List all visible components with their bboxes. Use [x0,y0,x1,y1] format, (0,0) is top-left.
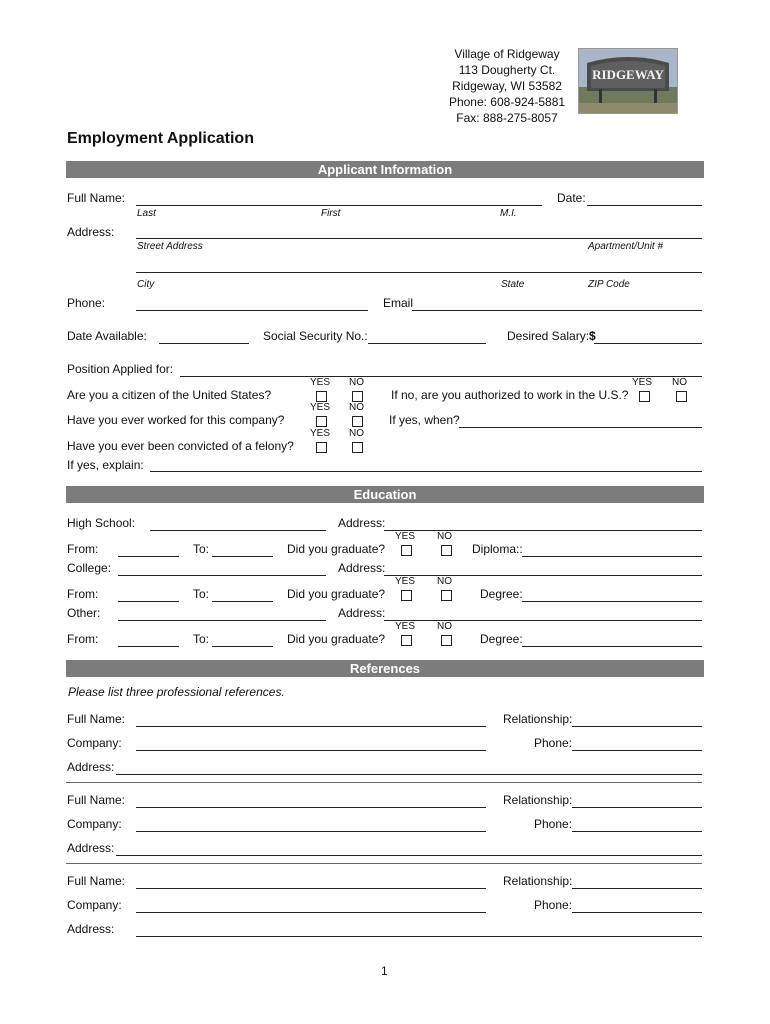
ref3-full-name-field[interactable] [136,888,486,889]
diploma-field[interactable] [522,556,702,557]
organization-header [444,46,570,126]
citizen-yes-header: YES [310,377,331,388]
date-field[interactable] [587,205,702,206]
question-college-graduate: Did you graduate? [287,587,386,601]
ref3-relationship-field[interactable] [572,888,702,889]
question-citizen: Are you a citizen of the United States? [67,388,272,402]
question-other-graduate: Did you graduate? [287,632,386,646]
ref2-relationship-field[interactable] [572,807,702,808]
worked-yes-header: YES [310,402,331,413]
authorized-no-checkbox[interactable] [676,391,687,402]
sublabel-apt: Apartment/Unit # [588,241,664,252]
label-other: Other: [67,606,101,620]
felony-no-checkbox[interactable] [352,442,363,453]
ref2-label-company: Company: [67,817,122,831]
city-state-zip-field[interactable] [136,272,702,273]
college-graduate-yes-checkbox[interactable] [401,590,412,601]
college-degree-field[interactable] [522,601,702,602]
label-hs-address: Address: [338,516,386,530]
hs-graduate-no-checkbox[interactable] [441,545,452,556]
college-field[interactable] [118,575,326,576]
ref1-company-field[interactable] [136,750,486,751]
college-address-field[interactable] [384,575,702,576]
label-college-from: From: [67,587,99,601]
org-city: Ridgeway, WI 53582 [452,79,562,93]
sublabel-zip: ZIP Code [588,279,630,290]
label-phone: Phone: [67,296,106,310]
sublabel-city: City [137,279,155,290]
ref2-label-address: Address: [67,841,115,855]
felony-yes-header: YES [310,428,331,439]
section-bar-education: Education [66,486,704,503]
references-intro: Please list three professional references. [68,685,285,699]
ref1-label-company: Company: [67,736,122,750]
phone-field[interactable] [136,310,368,311]
org-street: 113 Dougherty Ct. [458,63,556,77]
label-other-to: To: [193,632,210,646]
hs-yes-header: YES [395,531,416,542]
label-hs-from: From: [67,542,99,556]
dollar-sign: $ [589,329,596,343]
college-from-field[interactable] [118,601,179,602]
college-to-field[interactable] [212,601,273,602]
sublabel-mi: M.I. [500,208,517,219]
ref2-phone-field[interactable] [572,831,702,832]
ref2-label-full-name: Full Name: [67,793,126,807]
sublabel-street-address: Street Address [137,241,203,252]
label-diploma: Diploma:: [472,542,523,556]
ssn-field[interactable] [368,343,486,344]
ref1-relationship-field[interactable] [572,726,702,727]
desired-salary-field[interactable] [594,343,702,344]
label-date-available: Date Available: [67,329,147,343]
ref1-label-relationship: Relationship: [503,712,573,726]
other-from-field[interactable] [118,646,179,647]
citizen-no-header: NO [349,377,364,388]
other-school-field[interactable] [118,620,326,621]
question-worked: Have you ever worked for this company? [67,413,285,427]
hs-to-field[interactable] [212,556,273,557]
ref1-divider [66,782,702,783]
ref3-address-field[interactable] [136,936,702,937]
question-when: If yes, when? [389,413,460,427]
hs-graduate-yes-checkbox[interactable] [401,545,412,556]
label-desired-salary [507,329,596,343]
ref3-company-field[interactable] [136,912,486,913]
ref1-label-phone: Phone: [534,736,573,750]
worked-yes-checkbox[interactable] [316,416,327,427]
college-graduate-no-checkbox[interactable] [441,590,452,601]
date-available-field[interactable] [159,343,249,344]
sublabel-state: State [501,279,525,290]
label-position: Position Applied for: [67,362,174,376]
ref3-label-phone: Phone: [534,898,573,912]
org-name: Village of Ridgeway [454,47,560,61]
svg-text:RIDGEWAY: RIDGEWAY [592,67,664,82]
label-explain: If yes, explain: [67,458,144,472]
section-bar-references: References [66,660,704,677]
ref3-label-relationship: Relationship: [503,874,573,888]
ref2-full-name-field[interactable] [136,807,486,808]
label-other-from: From: [67,632,99,646]
other-graduate-yes-checkbox[interactable] [401,635,412,646]
ref1-label-address: Address: [67,760,115,774]
question-felony: Have you ever been convicted of a felony? [67,439,294,453]
high-school-field[interactable] [150,530,326,531]
worked-no-header: NO [349,402,364,413]
ref1-label-full-name: Full Name: [67,712,126,726]
position-field[interactable] [180,376,702,377]
ref1-address-field[interactable] [116,774,702,775]
authorized-yes-header: YES [632,377,653,388]
question-hs-graduate: Did you graduate? [287,542,386,556]
label-high-school: High School: [67,516,136,530]
label-college-address: Address: [338,561,386,575]
page-title: Employment Application [67,130,254,147]
org-fax: Fax: 888-275-8057 [456,111,558,125]
ref2-company-field[interactable] [136,831,486,832]
full-name-field[interactable] [136,205,542,206]
other-yes-header: YES [395,621,416,632]
citizen-no-checkbox[interactable] [352,391,363,402]
ref2-address-field[interactable] [116,855,702,856]
question-authorized: If no, are you authorized to work in the U.S.? [391,388,629,402]
label-other-degree: Degree: [480,632,523,646]
label-college-to: To: [193,587,210,601]
ref2-label-relationship: Relationship: [503,793,573,807]
desired-salary-text: Desired Salary: [507,329,590,343]
label-full-name: Full Name: [67,191,126,205]
ref3-label-company: Company: [67,898,122,912]
other-address-field[interactable] [384,620,702,621]
label-date: Date: [557,191,586,205]
felony-yes-checkbox[interactable] [316,442,327,453]
email-field[interactable] [412,310,702,311]
hs-no-header: NO [437,531,452,542]
when-field[interactable] [459,427,702,428]
other-degree-field[interactable] [522,646,702,647]
ref3-phone-field[interactable] [572,912,702,913]
street-address-field[interactable] [136,238,702,239]
felony-no-header: NO [349,428,364,439]
other-graduate-no-checkbox[interactable] [441,635,452,646]
authorized-yes-checkbox[interactable] [639,391,650,402]
label-address: Address: [67,225,115,239]
worked-no-checkbox[interactable] [352,416,363,427]
label-email: Email [383,296,414,310]
sublabel-first: First [321,208,341,219]
ref2-divider [66,863,702,864]
label-other-address: Address: [338,606,386,620]
college-no-header: NO [437,576,452,587]
label-ssn: Social Security No.: [263,329,368,343]
ridgeway-sign-image [579,49,677,113]
ref2-label-phone: Phone: [534,817,573,831]
college-yes-header: YES [395,576,416,587]
page-number: 1 [381,964,388,978]
ref1-phone-field[interactable] [572,750,702,751]
sublabel-last: Last [137,208,156,219]
citizen-yes-checkbox[interactable] [316,391,327,402]
label-college-degree: Degree: [480,587,523,601]
hs-address-field[interactable] [384,530,702,531]
label-college: College: [67,561,112,575]
ref3-label-full-name: Full Name: [67,874,126,888]
explain-field[interactable] [150,471,702,472]
ref1-full-name-field[interactable] [136,726,486,727]
hs-from-field[interactable] [118,556,179,557]
ref3-label-address: Address: [67,922,115,936]
other-to-field[interactable] [212,646,273,647]
authorized-no-header: NO [672,377,687,388]
org-phone: Phone: 608-924-5881 [448,95,566,109]
section-bar-applicant: Applicant Information [66,161,704,178]
label-hs-to: To: [193,542,210,556]
other-no-header: NO [437,621,452,632]
ridgeway-logo [578,48,678,114]
